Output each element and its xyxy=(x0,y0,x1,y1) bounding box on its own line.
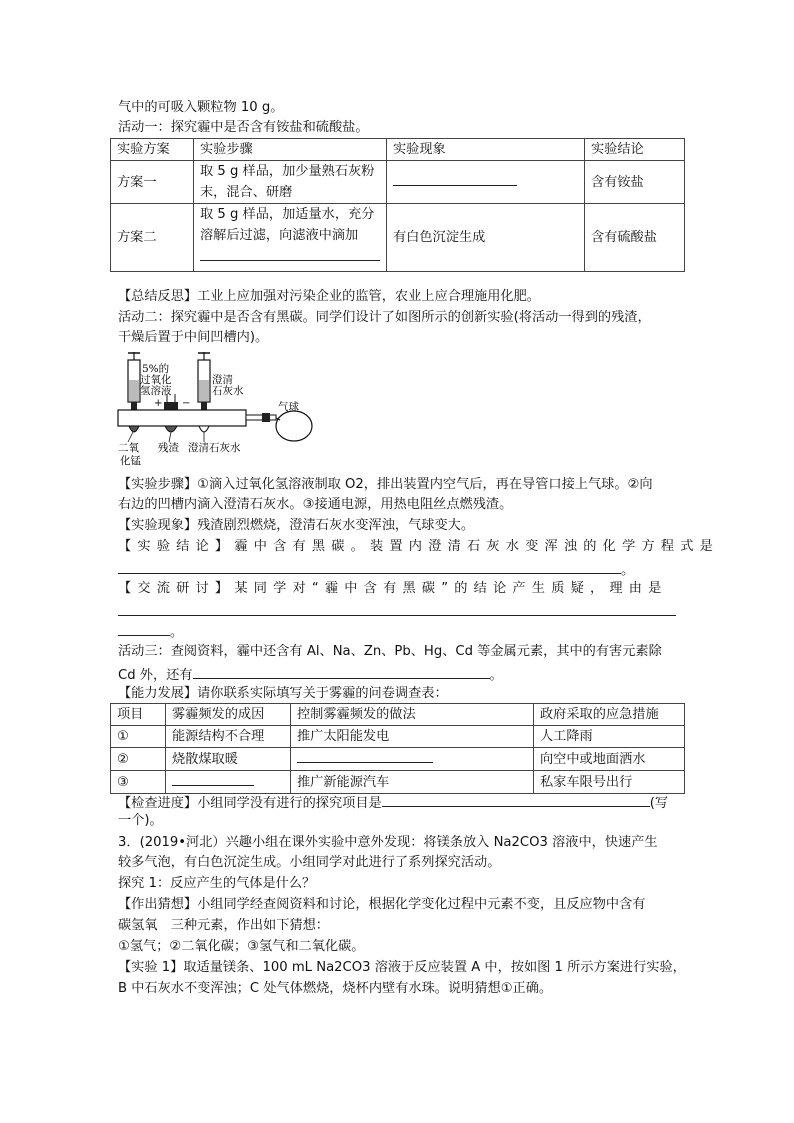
question-3-line8: B 中石灰水不变浑浊；C 处气体燃烧，烧杯内壁有水珠。说明猜想①正确。 xyxy=(118,981,553,996)
pointer-mno2 xyxy=(128,432,133,442)
label-minus: − xyxy=(182,398,191,409)
label-mno2-1: 二氧 xyxy=(118,442,139,454)
header-phenomenon: 实验现象 xyxy=(387,139,585,161)
answer-blank[interactable] xyxy=(118,621,170,636)
cell-practice: 推广太阳能发电 xyxy=(291,726,534,748)
discuss-line1: 【交流研讨】某同学对“霾中含有黑碳”的结论产生质疑，理由是 xyxy=(118,581,668,596)
check-text-end: (写 xyxy=(649,796,669,811)
question-3-line7: 【实验 1】取适量镁条、100 mL Na2CO3 溶液于反应装置 A 中，按如图 1 所示方案进行实验， xyxy=(118,960,686,975)
header-practice: 控制雾霾频发的做法 xyxy=(291,704,534,726)
table-row xyxy=(111,161,685,204)
syringe-right-liquid xyxy=(199,380,209,401)
table-survey xyxy=(110,703,685,794)
apparatus-diagram xyxy=(112,350,342,468)
label-h2o2-3: 氢溶液 xyxy=(140,385,172,397)
question-3-line4: 【作出猜想】小组同学经查阅资料和讨论，根据化学变化过程中元素不变，且反应物中含有 xyxy=(118,897,646,912)
cell-measure: 向空中或地面洒水 xyxy=(534,748,685,771)
header-item: 项目 xyxy=(111,704,166,726)
step-line: 取 5 g 样品，加适量水，充分 xyxy=(200,207,375,222)
cell-practice-blank[interactable] xyxy=(291,748,534,771)
header-measure: 政府采取的应急措施 xyxy=(534,704,685,726)
cell-plan: 方案一 xyxy=(111,161,194,204)
cell-item: ② xyxy=(111,748,166,771)
cell-item: ① xyxy=(111,726,166,748)
cell-item: ③ xyxy=(111,771,166,794)
ability-title: 【能力发展】请你联系实际填写关于雾霾的问卷调查表： xyxy=(118,686,448,701)
answer-blank[interactable] xyxy=(172,771,254,786)
activity-1-title: 活动一：探究霾中是否含有铵盐和硫酸盐。 xyxy=(118,120,369,135)
cell-step xyxy=(194,204,387,272)
table-row xyxy=(111,139,685,161)
discuss-line3 xyxy=(118,621,183,642)
activity-3-line2 xyxy=(118,664,503,685)
reaction-tube xyxy=(118,410,246,426)
question-3-line2: 较多气泡，有白色沉淀生成。小组同学对此进行了系列探究活动。 xyxy=(118,855,501,870)
activity-3-line1: 活动三：查阅资料，霾中还含有 Al、Na、Zn、Pb、Hg、Cd 等金属元素，其中的有害元素除 xyxy=(118,644,662,659)
period: 。 xyxy=(621,563,635,578)
label-residue: 残渣 xyxy=(158,442,179,454)
label-h2o2-2: 过氧化 xyxy=(140,374,172,386)
label-lime-bottom: 澄清石灰水 xyxy=(188,442,241,454)
question-3-line6: ①氢气；②二氧化碳；③氢气和二氧化碳。 xyxy=(118,939,365,954)
cell-conclusion: 含有硫酸盐 xyxy=(585,204,685,272)
check-text: 【检查进度】小组同学没有进行的探究项目是 xyxy=(118,796,382,811)
conclusion-line2 xyxy=(118,559,634,580)
cell-conclusion: 含有铵盐 xyxy=(585,161,685,204)
groove-middle xyxy=(165,426,177,432)
cell-cause-blank[interactable] xyxy=(166,771,291,794)
cell-plan: 方案二 xyxy=(111,204,194,272)
groove-right xyxy=(199,426,209,432)
summary: 【总结反思】工业上应加强对污染企业的监管，农业上应合理施用化肥。 xyxy=(118,289,540,304)
syringe-right-tip xyxy=(201,402,207,410)
activity-3-text: Cd 外，还有 xyxy=(118,668,193,683)
label-mno2-2: 化锰 xyxy=(120,455,141,467)
answer-blank[interactable] xyxy=(118,601,676,616)
period: 。 xyxy=(170,625,184,640)
pointer-residue xyxy=(169,432,171,442)
answer-blank[interactable] xyxy=(118,559,621,574)
activity-2-line1: 活动二：探究霾中是否含有黑碳。同学们设计了如图所示的创新实验(将活动一得到的残渣， xyxy=(118,310,651,325)
question-3-line5: 碳氢氧 三种元素，作出如下猜想： xyxy=(118,918,329,933)
answer-blank[interactable] xyxy=(200,246,380,261)
cell-practice: 推广新能源汽车 xyxy=(291,771,534,794)
table-row xyxy=(111,771,685,794)
cell-phenomenon: 有白色沉淀生成 xyxy=(387,204,585,272)
check-line1 xyxy=(118,792,668,813)
table-row xyxy=(111,726,685,748)
cell-measure: 人工降雨 xyxy=(534,726,685,748)
syringe-left-tip xyxy=(131,402,137,410)
syringe-left-liquid xyxy=(129,380,139,401)
table-row xyxy=(111,704,685,726)
cell-cause: 烧散煤取暖 xyxy=(166,748,291,771)
header-cause: 雾霾频发的成因 xyxy=(166,704,291,726)
label-lime-1: 澄清 xyxy=(212,374,233,386)
label-h2o2-1: 5%的 xyxy=(142,363,170,375)
groove-left xyxy=(129,426,139,432)
table-activity-1 xyxy=(110,138,685,272)
conclusion-line1: 【实验结论】霾中含有黑碳。装置内澄清石灰水变浑浊的化学方程式是 xyxy=(118,539,720,554)
label-plus: + xyxy=(154,398,163,409)
steps-line1: 【实验步骤】①滴入过氧化氢溶液制取 O2，排出装置内空气后，再在导管口接上气球。②向 xyxy=(118,477,653,492)
cell-phenomenon-blank[interactable] xyxy=(387,161,585,204)
header-steps: 实验步骤 xyxy=(194,139,387,161)
label-lime-2: 石灰水 xyxy=(212,385,244,397)
table-row xyxy=(111,204,685,272)
label-balloon: 气球 xyxy=(278,401,299,413)
cell-step xyxy=(194,161,387,204)
activity-2-line2: 干燥后置于中间凹槽内)。 xyxy=(118,330,269,345)
cell-measure: 私家车限号出行 xyxy=(534,771,685,794)
answer-blank[interactable] xyxy=(393,171,517,186)
question-3-line1: 3．(2019•河北）兴趣小组在课外实验中意外发现：将镁条放入 Na2CO3 溶液中，快速产生 xyxy=(118,835,658,850)
balloon xyxy=(276,411,312,441)
answer-blank[interactable] xyxy=(193,664,490,679)
discuss-line2 xyxy=(118,601,676,622)
answer-blank[interactable] xyxy=(382,792,650,807)
check-line2: 一个)。 xyxy=(118,813,163,828)
header-plan: 实验方案 xyxy=(111,139,194,161)
outlet-pipe xyxy=(246,415,276,420)
steps-line2: 右边的凹槽内滴入澄清石灰水。③接通电源，用热电阻丝点燃残渣。 xyxy=(118,497,513,512)
period: 。 xyxy=(489,668,503,683)
phenomenon: 【实验现象】残渣剧烈燃烧，澄清石灰水变浑浊，气球变大。 xyxy=(118,518,475,533)
pipe-connector xyxy=(262,413,270,422)
cell-cause: 能源结构不合理 xyxy=(166,726,291,748)
step-line: 溶解后过滤，向滤液中滴加 xyxy=(200,228,359,243)
step-line: 末，混合、研磨 xyxy=(200,185,293,200)
question-3-line3: 探究 1：反应产生的气体是什么？ xyxy=(118,876,316,891)
answer-blank[interactable] xyxy=(297,748,433,763)
line-p1: 气中的可吸入颗粒物 10 g。 xyxy=(118,100,284,115)
header-conclusion: 实验结论 xyxy=(585,139,685,161)
table-row xyxy=(111,748,685,771)
step-line: 取 5 g 样品，加少量熟石灰粉 xyxy=(200,164,375,179)
